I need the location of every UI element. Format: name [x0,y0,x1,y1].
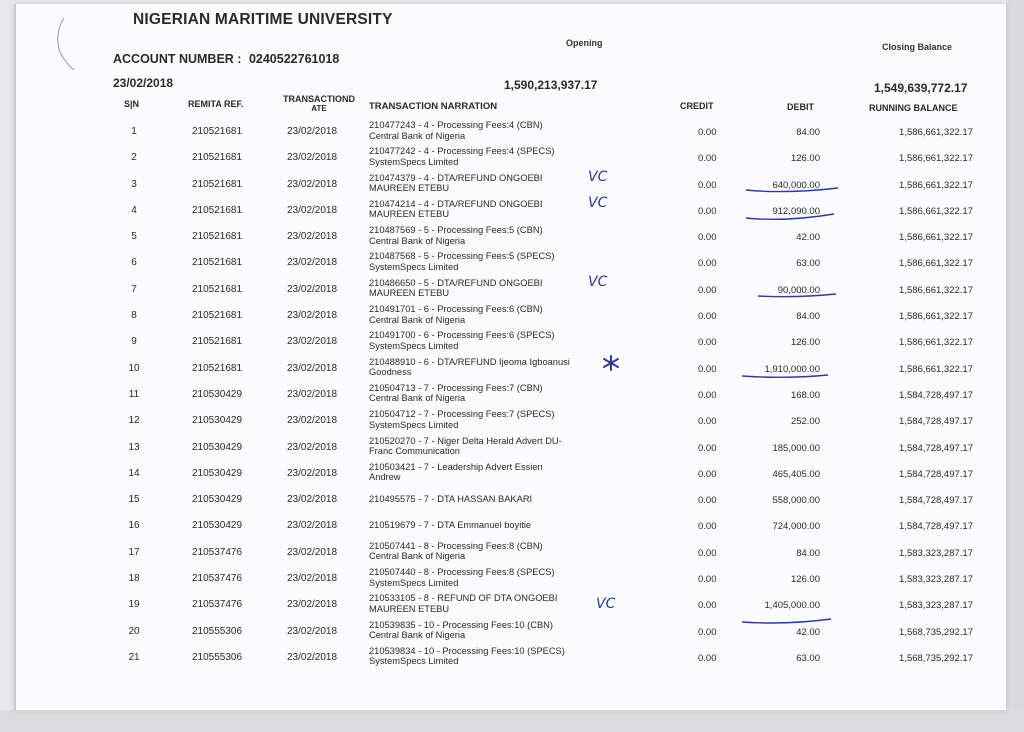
row-sn: 4 [131,204,137,216]
vc-mark: VC [588,274,608,290]
row-narration-line2: SystemSpecs Limited [369,340,459,351]
table-row [16,486,1006,512]
row-narration-line1: 210504712 - 7 - Processing Fees:7 (SPECS) [369,409,555,420]
row-narration [369,462,543,483]
row-debit: 126.00 [790,153,820,165]
row-credit: 0.00 [698,258,717,270]
transaction-table [16,118,1006,670]
row-sn: 3 [131,178,137,190]
row-credit: 0.00 [698,600,717,612]
account-label: ACCOUNT NUMBER : [113,52,242,66]
row-narration-line1: 210519679 - 7 - DTA Emmanuel boyitie [369,520,532,531]
col-header-balance: RUNNING BALANCE [869,103,958,113]
row-credit: 0.00 [698,179,717,191]
row-sn: 21 [128,651,140,663]
row-remita: 210530429 [192,494,243,506]
row-sn: 2 [131,152,137,164]
row-narration-line1: 210539834 - 10 - Processing Fees:10 (SPECS) [369,645,565,656]
table-row [16,565,1006,591]
row-credit: 0.00 [698,389,717,401]
row-credit: 0.00 [698,232,717,244]
row-remita: 210530429 [192,441,243,453]
row-remita: 210521681 [192,257,243,269]
row-narration-line1: 210495575 - 7 - DTA HASSAN BAKARI [369,494,533,505]
row-remita: 210521681 [192,283,243,295]
table-row [16,355,1006,381]
row-remita: 210521681 [192,152,243,164]
row-balance: 1,584,728,497.17 [899,468,973,480]
row-balance: 1,584,728,497.17 [899,442,973,454]
row-balance: 1,586,661,322.17 [899,284,973,296]
row-debit: 84.00 [796,127,820,138]
table-row [16,591,1006,617]
row-date: 23/02/2018 [287,546,338,558]
row-sn: 18 [128,573,140,585]
row-debit: 640,000.00 [772,179,820,191]
row-balance: 1,584,728,497.17 [899,389,973,401]
row-debit: 84.00 [796,311,820,323]
row-narration-line1: 210487568 - 5 - Processing Fees:5 (SPECS) [369,251,555,262]
row-sn: 8 [131,310,137,322]
row-narration [369,383,543,404]
row-narration [369,620,553,641]
row-balance: 1,583,323,287.17 [899,574,973,586]
row-narration-line2: Andrew [369,472,401,483]
row-narration-line1: 210491700 - 6 - Processing Fees:6 (SPECS) [369,330,555,341]
row-narration-line1: 210520270 - 7 - Niger Delta Herald Advert DU- [369,435,562,446]
row-credit: 0.00 [698,311,717,323]
table-row [16,328,1006,354]
table-row [16,407,1006,433]
table-row [16,512,1006,538]
row-credit: 0.00 [698,468,717,480]
row-date: 23/02/2018 [287,599,338,611]
col-header-narration: TRANSACTION NARRATION [369,101,498,112]
table-row [16,381,1006,407]
row-narration-line2: Central Bank of Nigeria [369,393,466,404]
statement-date: 23/02/2018 [113,76,174,90]
row-date: 23/02/2018 [287,126,338,137]
row-balance: 1,583,323,287.17 [899,600,973,612]
col-header-debit: DEBIT [787,102,814,112]
row-date: 23/02/2018 [287,441,338,453]
row-narration-line2: SystemSpecs Limited [369,577,459,588]
row-credit: 0.00 [698,626,717,638]
row-narration-line1: 210488910 - 6 - DTA/REFUND Ijeoma Igboanusi [369,356,570,367]
row-narration [369,409,555,430]
row-balance: 1,586,661,322.17 [899,179,973,191]
row-narration-line2: MAUREEN ETEBU [369,603,450,614]
row-date: 23/02/2018 [287,388,338,400]
row-narration [369,541,543,562]
statement-page [14,4,1006,710]
account-number [113,52,339,66]
row-date: 23/02/2018 [287,467,338,479]
row-narration [369,120,543,141]
table-row [16,434,1006,460]
row-remita: 210530429 [192,415,243,427]
row-date: 23/02/2018 [287,310,338,322]
row-remita: 210555306 [192,625,243,637]
row-narration-line2: MAUREEN ETEBU [369,209,450,220]
row-narration-line1: 210507440 - 8 - Processing Fees:8 (SPECS) [369,567,555,578]
row-credit: 0.00 [698,495,717,507]
row-balance: 1,586,661,322.17 [899,258,973,270]
row-remita: 210521681 [192,362,243,374]
row-date: 23/02/2018 [287,415,338,427]
row-balance: 1,584,728,497.17 [899,521,973,533]
row-narration-line2: SystemSpecs Limited [369,419,459,430]
row-narration-line2: MAUREEN ETEBU [369,288,450,299]
row-remita: 210530429 [192,467,243,479]
row-debit: 252.00 [790,416,820,428]
row-narration-line2: SystemSpecs Limited [369,656,459,667]
row-credit: 0.00 [698,153,717,165]
row-credit: 0.00 [698,652,717,664]
row-date: 23/02/2018 [287,520,338,532]
row-narration-line1: 210487569 - 5 - Processing Fees:5 (CBN) [369,225,543,236]
vc-mark: VC [596,596,616,612]
row-balance: 1,586,661,322.17 [899,153,973,165]
row-sn: 19 [128,599,140,611]
row-debit: 126.00 [790,337,820,349]
row-remita: 210555306 [192,651,243,663]
table-row [16,249,1006,275]
row-remita: 210530429 [192,520,243,532]
row-debit: 1,910,000.00 [764,363,820,375]
row-narration-line1: 210474214 - 4 - DTA/REFUND ONGOEBI [369,198,543,209]
row-sn: 7 [131,283,137,295]
row-sn: 14 [128,467,140,479]
row-sn: 6 [131,257,137,269]
row-sn: 15 [128,494,140,506]
table-row [16,197,1006,223]
row-balance: 1,586,661,322.17 [899,127,973,138]
row-narration-line2: Central Bank of Nigeria [369,130,466,141]
row-narration-line1: 210477242 - 4 - Processing Fees:4 (SPECS) [369,146,555,157]
row-balance: 1,584,728,497.17 [899,495,973,507]
row-narration-line2: Central Bank of Nigeria [369,314,466,325]
row-narration [369,225,543,246]
row-date: 23/02/2018 [287,625,338,637]
table-row [16,276,1006,302]
row-debit: 558,000.00 [772,495,820,507]
row-remita: 210537476 [192,546,243,558]
row-narration-line2: Central Bank of Nigeria [369,235,466,246]
row-sn: 17 [128,546,140,558]
table-row [16,223,1006,249]
row-credit: 0.00 [698,442,717,454]
row-narration [369,357,570,378]
row-sn: 1 [131,126,137,137]
row-narration-line1: 210474379 - 4 - DTA/REFUND ONGOEBI [369,172,543,183]
row-narration-line1: 210533105 - 8 - REFUND OF DTA ONGOEBI [369,593,558,604]
row-credit: 0.00 [698,547,717,559]
row-narration-line2: Central Bank of Nigeria [369,630,466,641]
row-narration-line2: SystemSpecs Limited [369,156,459,167]
row-credit: 0.00 [698,205,717,217]
row-balance: 1,586,661,322.17 [899,337,973,349]
col-header-date-line2: ATE [311,104,327,113]
row-credit: 0.00 [698,574,717,586]
row-narration-line1: 210507441 - 8 - Processing Fees:8 (CBN) [369,540,543,551]
row-balance: 1,586,661,322.17 [899,311,973,323]
row-remita: 210521681 [192,310,243,322]
row-date: 23/02/2018 [287,231,338,243]
row-narration-line1: 210491701 - 6 - Processing Fees:6 (CBN) [369,304,543,315]
row-narration [369,593,557,614]
row-balance: 1,583,323,287.17 [899,547,973,559]
row-narration [369,330,555,351]
row-date: 23/02/2018 [287,283,338,295]
row-balance: 1,568,735,292.17 [899,626,973,638]
row-debit: 185,000.00 [772,442,820,454]
row-remita: 210537476 [192,599,243,611]
row-sn: 16 [128,520,140,532]
vc-mark: VC [588,169,608,185]
row-debit: 912,090.00 [772,205,820,217]
row-remita: 210521681 [192,336,243,348]
row-credit: 0.00 [698,284,717,296]
row-sn: 13 [128,441,140,453]
row-date: 23/02/2018 [287,651,338,663]
row-remita: 210521681 [192,204,243,216]
row-sn: 20 [128,625,140,637]
row-narration-line1: 210539835 - 10 - Processing Fees:10 (CBN) [369,619,553,630]
row-date: 23/02/2018 [287,336,338,348]
col-header-date [276,94,362,114]
row-debit: 168.00 [790,389,820,401]
row-remita: 210530429 [192,388,243,400]
row-narration-line2: MAUREEN ETEBU [369,183,450,194]
row-sn: 5 [131,231,137,243]
row-balance: 1,568,735,292.17 [899,652,973,664]
table-row [16,144,1006,170]
row-balance: 1,584,728,497.17 [899,416,973,428]
row-debit: 90,000.00 [777,284,820,296]
row-narration-line1: 210486650 - 5 - DTA/REFUND ONGOEBI [369,277,543,288]
table-row [16,118,1006,144]
row-narration [369,304,543,325]
institution-title: NIGERIAN MARITIME UNIVERSITY [133,11,393,28]
row-remita: 210521681 [192,231,243,243]
row-narration [369,567,555,588]
row-narration [369,520,531,531]
row-sn: 9 [131,336,137,348]
row-date: 23/02/2018 [287,178,338,190]
row-balance: 1,586,661,322.17 [899,205,973,217]
row-debit: 84.00 [796,547,820,559]
row-debit: 42.00 [796,232,820,244]
row-credit: 0.00 [698,363,717,375]
col-header-remita: REMITA REF. [188,99,244,109]
row-balance: 1,586,661,322.17 [899,232,973,244]
table-row [16,460,1006,486]
account-value: 0240522761018 [248,52,340,66]
row-remita: 210521681 [192,178,243,190]
row-narration [369,494,532,505]
row-debit: 42.00 [796,626,820,638]
row-sn: 11 [128,388,140,400]
row-credit: 0.00 [698,127,717,138]
row-narration [369,436,562,457]
row-narration-line1: 210477243 - 4 - Processing Fees:4 (CBN) [369,120,543,130]
row-narration-line2: Goodness [369,367,412,378]
row-narration-line1: 210503421 - 7 - Leadership Advert Essien [369,461,543,472]
closing-label: Closing Balance [882,42,953,52]
row-debit: 63.00 [796,652,820,664]
row-remita: 210521681 [192,126,243,137]
row-debit: 1,405,000.00 [764,600,820,612]
row-narration-line1: 210504713 - 7 - Processing Fees:7 (CBN) [369,382,543,393]
row-credit: 0.00 [698,416,717,428]
table-row [16,302,1006,328]
row-credit: 0.00 [698,337,717,349]
row-balance: 1,586,661,322.17 [899,363,973,375]
row-narration-line2: Franc Communication [369,446,460,457]
row-narration [369,278,542,299]
background-edge [1006,0,1024,732]
table-row [16,171,1006,197]
row-sn: 10 [128,362,140,374]
row-credit: 0.00 [698,521,717,533]
row-date: 23/02/2018 [287,152,338,164]
row-debit: 724,000.00 [772,521,820,533]
row-narration [369,251,555,272]
row-date: 23/02/2018 [287,494,338,506]
col-header-credit: CREDIT [680,101,714,111]
background-edge [0,710,1024,732]
table-row [16,644,1006,670]
table-row [16,618,1006,644]
row-narration-line2: SystemSpecs Limited [369,261,459,272]
opening-label: Opening [566,38,603,48]
row-narration [369,199,542,220]
closing-balance: 1,549,639,772.17 [874,81,968,95]
row-narration [369,173,542,194]
col-header-sn: S|N [124,99,140,109]
row-date: 23/02/2018 [287,257,338,269]
opening-balance: 1,590,213,937.17 [504,78,598,92]
vc-mark: VC [588,195,608,211]
row-narration [369,146,555,167]
row-sn: 12 [128,415,140,427]
row-narration [369,646,565,667]
row-debit: 465,405.00 [772,468,820,480]
col-header-date-line1: TRANSACTIOND [283,94,355,104]
row-date: 23/02/2018 [287,573,338,585]
row-debit: 126.00 [790,574,820,586]
row-debit: 63.00 [796,258,820,270]
row-date: 23/02/2018 [287,362,338,374]
table-row [16,539,1006,565]
row-remita: 210537476 [192,573,243,585]
row-date: 23/02/2018 [287,204,338,216]
row-narration-line2: Central Bank of Nigeria [369,551,466,562]
scribble-mark [58,18,74,70]
